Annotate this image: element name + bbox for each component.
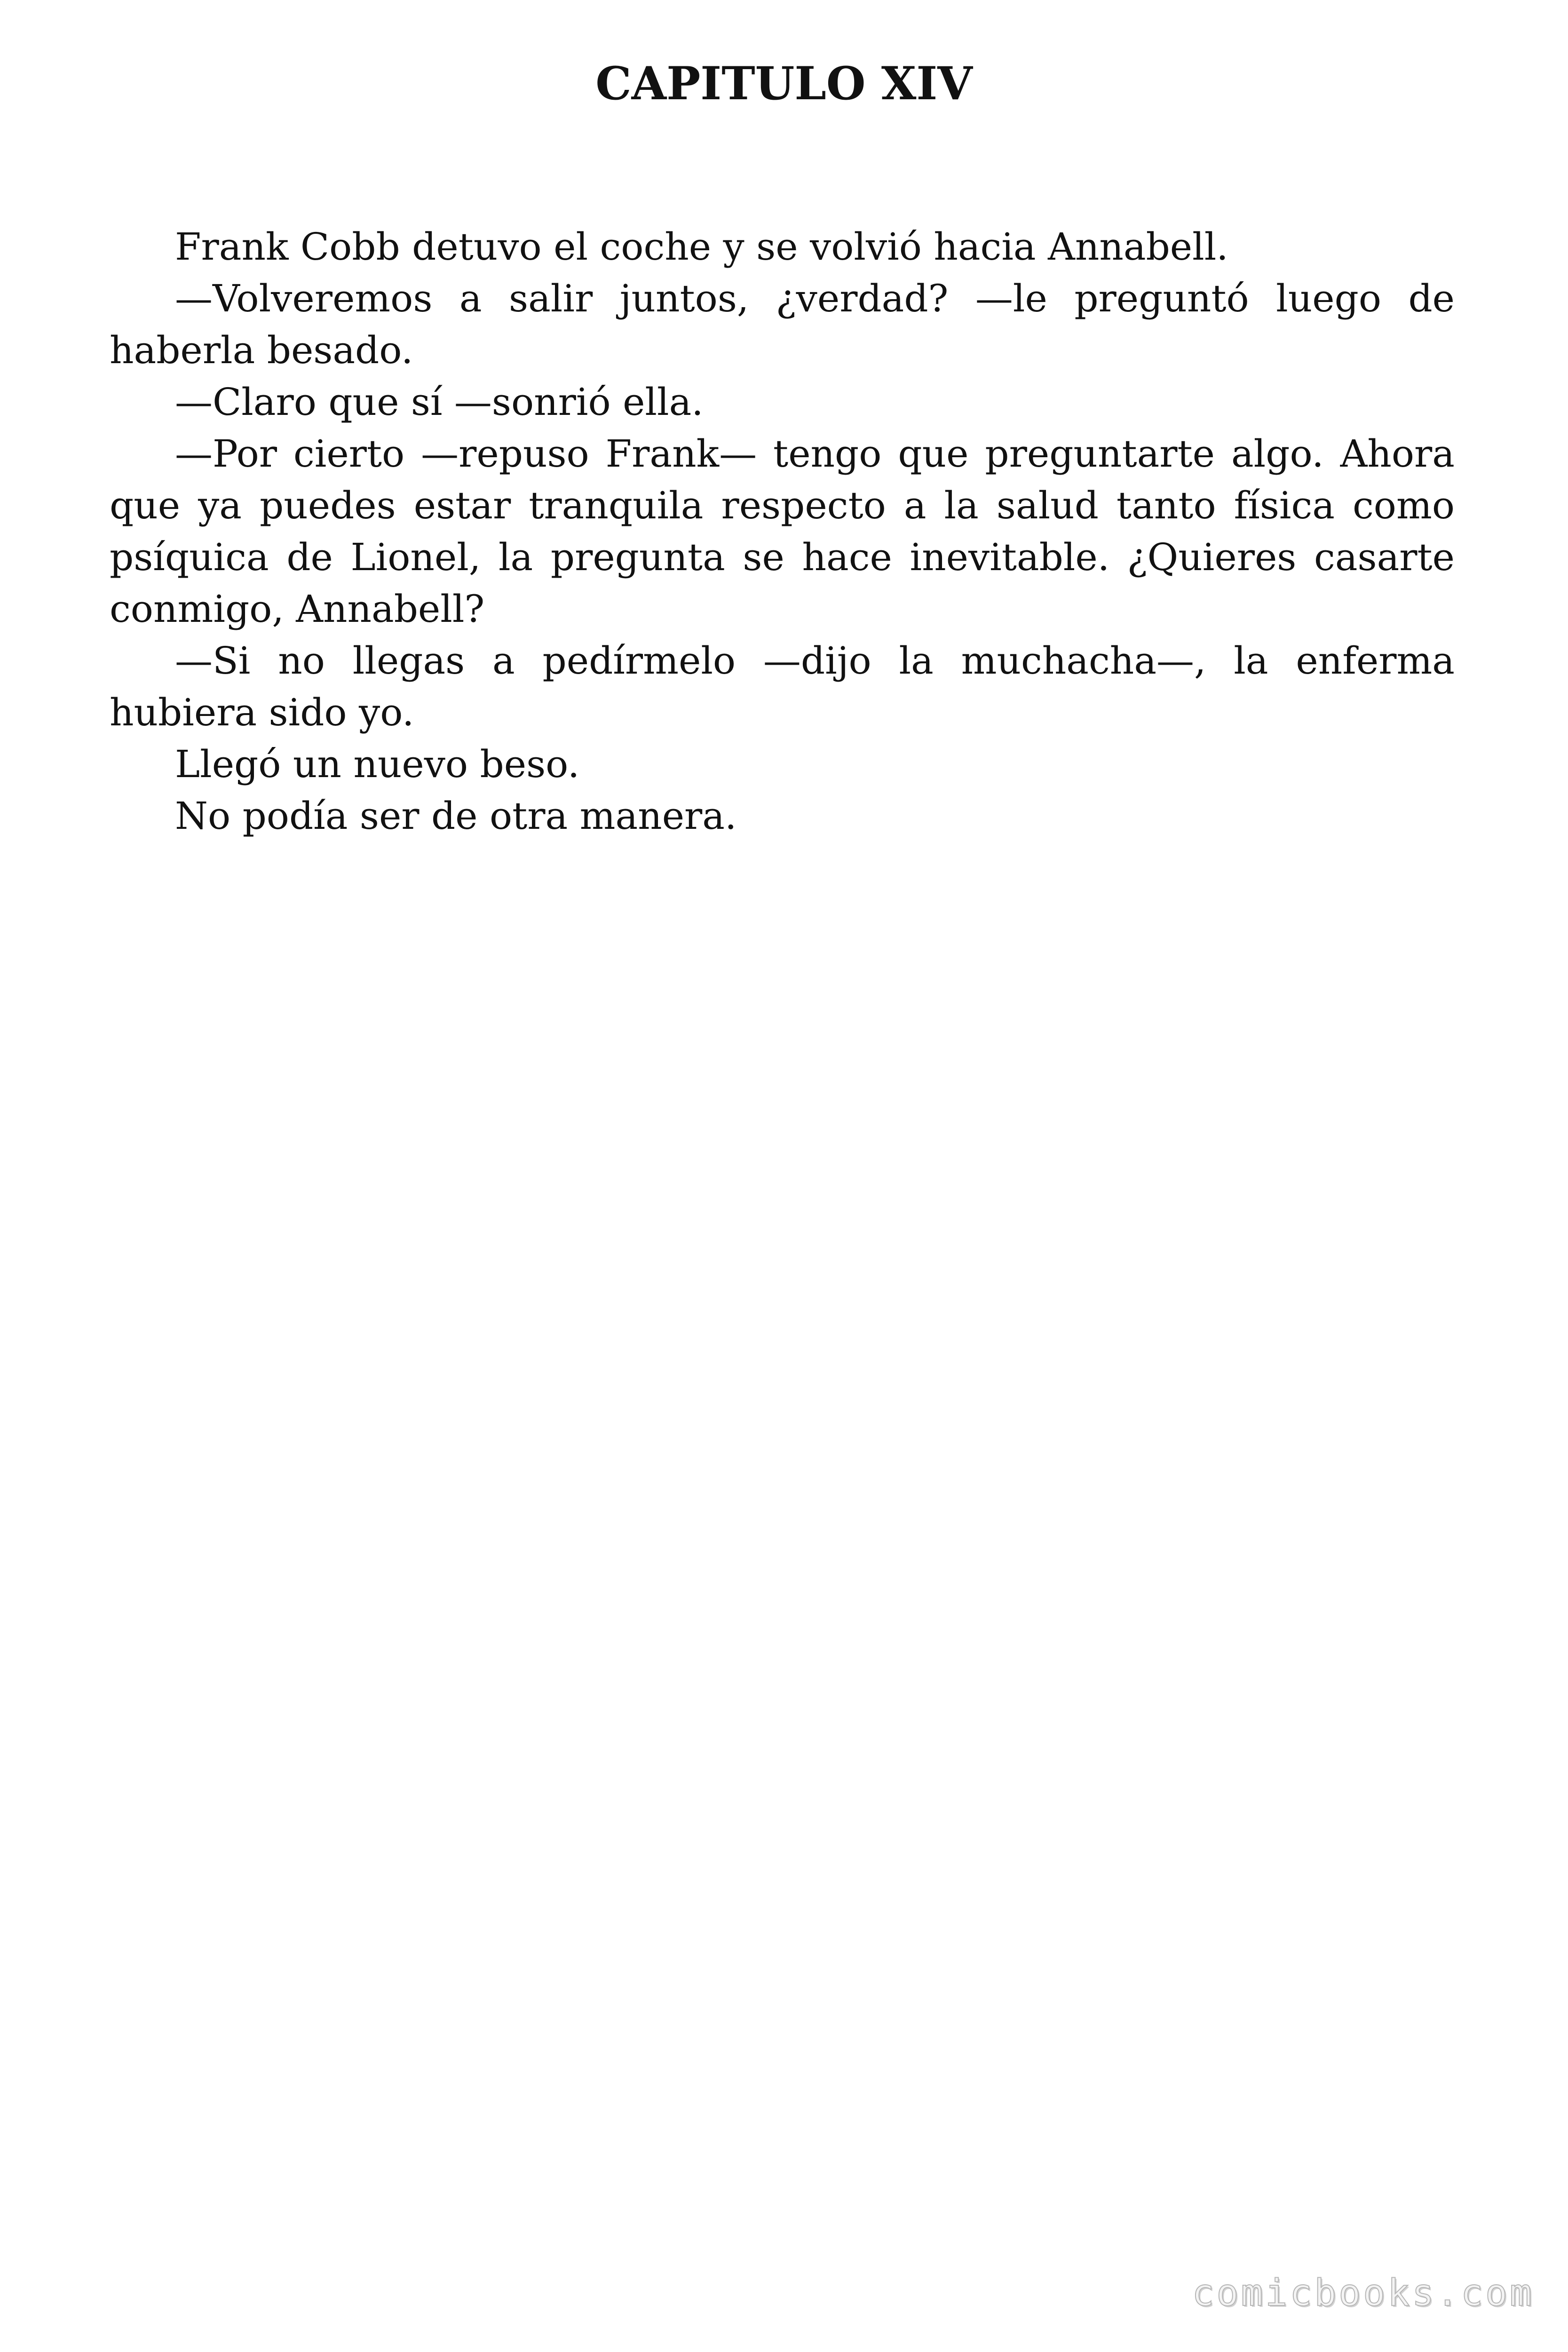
paragraph: No podía ser de otra manera. — [175, 794, 737, 838]
paragraph: —Por cierto —repuso Frank— tengo que preguntarte algo. Ahora que ya puedes estar tranquila respecto a la salud tanto física como psíquica de Lionel, la pregunta se hace inevitable. ¿Quieres casarte conmigo, Annabell? — [110, 432, 1455, 631]
paragraph: —Claro que sí —sonrió ella. — [175, 380, 704, 424]
chapter-title: CAPITULO XIV — [595, 57, 973, 110]
paragraph: Frank Cobb detuvo el coche y se volvió hacia Annabell. — [175, 225, 1228, 269]
paragraph: —Volveremos a salir juntos, ¿verdad? —le preguntó luego de haberla besado. — [110, 277, 1455, 372]
watermark: comicbooks.com — [1192, 2272, 1534, 2314]
chapter-text — [110, 221, 1455, 842]
paragraph: Llegó un nuevo beso. — [175, 742, 580, 786]
paragraph: —Si no llegas a pedírmelo —dijo la muchacha—, la enferma hubiera sido yo. — [110, 639, 1455, 734]
